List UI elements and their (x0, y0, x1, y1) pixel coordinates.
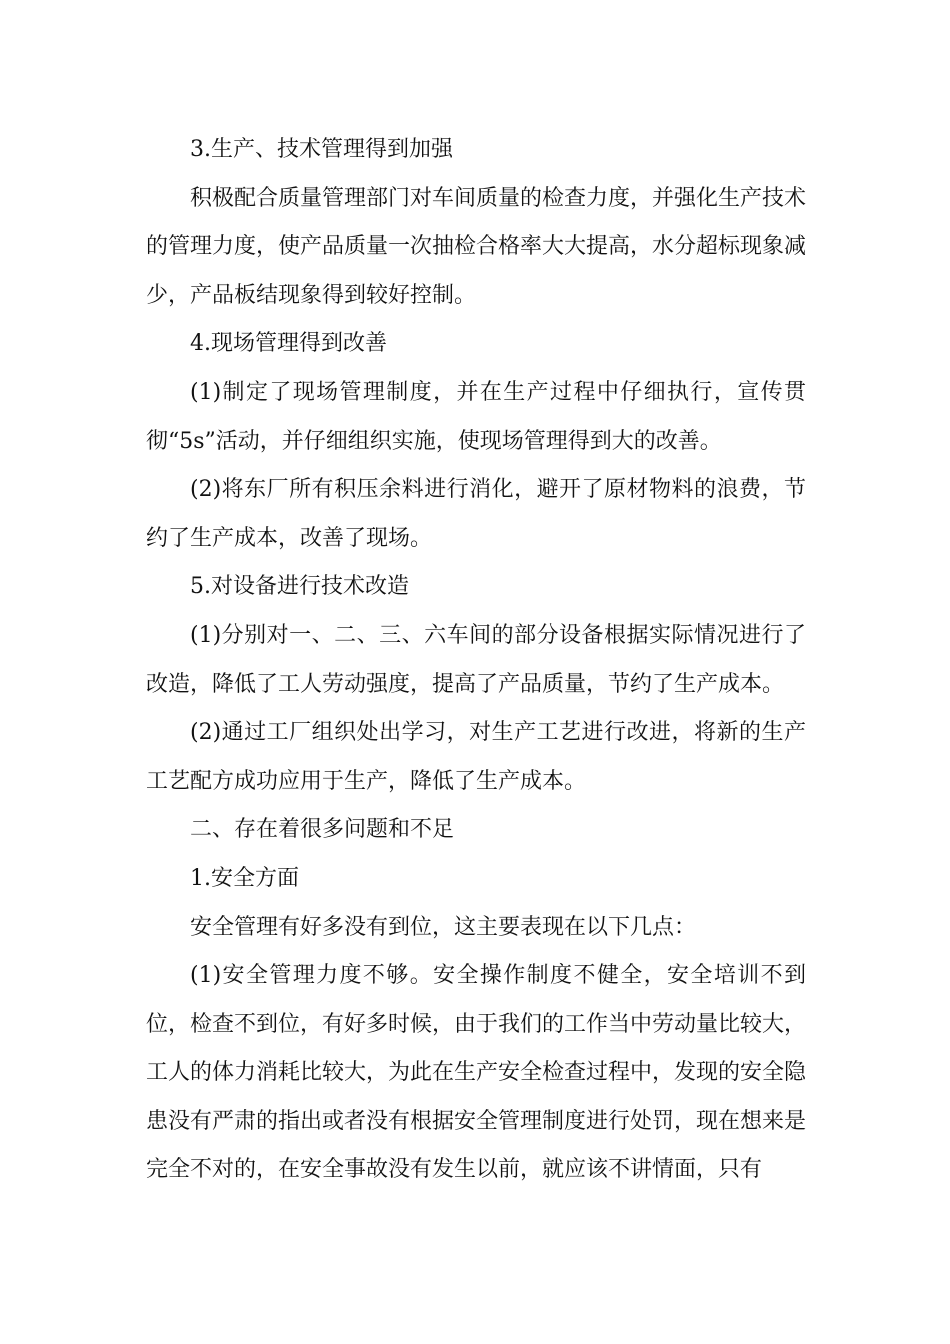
paragraph-equipment-1: (1)分别对一、二、三、六车间的部分设备根据实际情况进行了改造，降低了工人劳动强度，提高了产品质量，节约了生产成本。 (146, 622, 806, 697)
heading-4-site-management: 4.现场管理得到改善 (190, 331, 387, 357)
heading-problems: 二、存在着很多问题和不足 (190, 817, 455, 843)
paragraph-site-management-1: (1)制定了现场管理制度，并在生产过程中仔细执行，宣传贯彻“5s”活动，并仔细组织实施，使现场管理得到大的改善。 (146, 379, 806, 454)
heading-5-equipment-upgrade: 5.对设备进行技术改造 (190, 574, 409, 600)
heading-3-production-tech: 3.生产、技术管理得到加强 (190, 137, 453, 162)
paragraph-site-management-2: (2)将东厂所有积压余料进行消化，避开了原材物料的浪费，节约了生产成本，改善了现场。 (146, 477, 806, 551)
paragraph-quality-control: 积极配合质量管理部门对车间质量的检查力度，并强化生产技术的管理力度，使产品质量一次抽检合格率大大提高，水分超标现象减少，产品板结现象得到较好控制。 (146, 185, 807, 308)
paragraph-safety-intro: 安全管理有好多没有到位，这主要表现在以下几点： (190, 914, 697, 940)
heading-1-safety: 1.安全方面 (190, 865, 299, 891)
paragraph-safety-1: (1)安全管理力度不够。安全操作制度不健全，安全培训不到位，检查不到位，有好多时候，由于我们的工作当中劳动量比较大，工人的体力消耗比较大，为此在生产安全检查过程中，发现的安全隐患没有严肃的指出或者没有根据安全管理制度进行处罚，现在想来是完全不对的，在安全事故没有发生以前，就应该不讲情面，只有 (146, 963, 807, 1183)
paragraph-equipment-2: (2)通过工厂组织处出学习，对生产工艺进行改进，将新的生产工艺配方成功应用于生产，降低了生产成本。 (146, 720, 806, 794)
document-body (146, 126, 806, 1195)
